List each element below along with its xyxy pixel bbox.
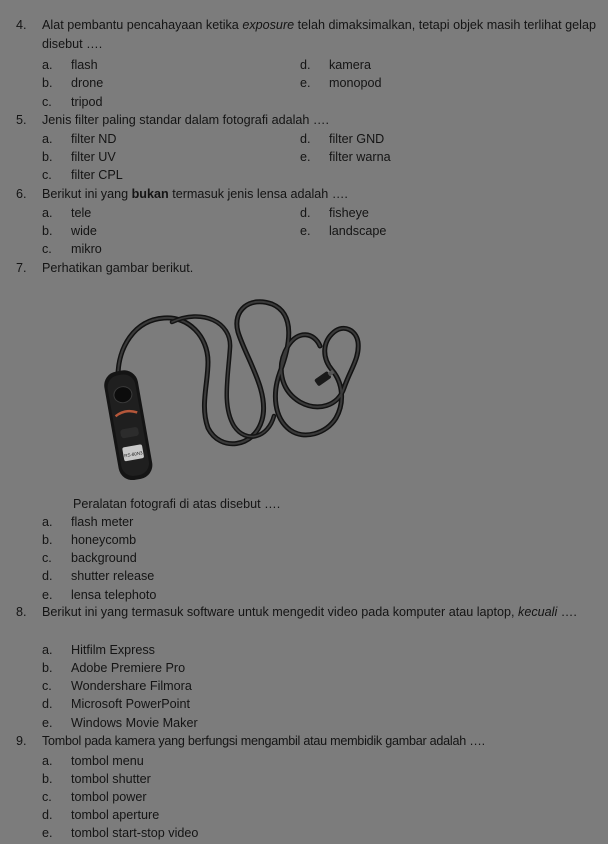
option-e[interactable]: e. lensa telephoto <box>42 588 157 602</box>
question-number: 9. <box>16 734 27 748</box>
question-text: Berikut ini yang termasuk software untuk mengedit video pada komputer atau laptop, kecuali …. <box>42 605 577 619</box>
question-number: 6. <box>16 187 27 201</box>
option-d[interactable]: d. shutter release <box>42 569 155 583</box>
question-text: Alat pembantu pencahayaan ketika exposure telah dimaksimalkan, tetapi objek masih terlihat gelap disebut …. <box>42 18 596 51</box>
device-label: RS-80N3 <box>123 450 143 459</box>
question-text: Tombol pada kamera yang berfungsi mengambil atau membidik gambar adalah …. <box>42 734 485 748</box>
question-number: 5. <box>16 113 27 127</box>
option-d[interactable]: d. tombol aperture <box>42 808 160 822</box>
option-e[interactable]: e. landscape <box>300 224 387 238</box>
option-a[interactable]: a. tele <box>42 206 92 220</box>
question-4 <box>16 16 596 53</box>
option-c[interactable]: c. filter CPL <box>42 168 123 182</box>
question-number: 8. <box>16 605 27 619</box>
option-e[interactable]: e. filter warna <box>300 150 391 164</box>
question-text: Perhatikan gambar berikut. <box>42 261 194 275</box>
shutter-release-image <box>82 288 378 480</box>
question-6 <box>16 185 596 204</box>
question-5 <box>16 111 596 130</box>
option-c[interactable]: c. tombol power <box>42 790 147 804</box>
option-b[interactable]: b. tombol shutter <box>42 772 151 786</box>
option-a[interactable]: a. tombol menu <box>42 754 144 768</box>
option-e[interactable]: e. tombol start-stop video <box>42 826 199 840</box>
option-a[interactable]: a. flash meter <box>42 515 134 529</box>
option-c[interactable]: c. Wondershare Filmora <box>42 679 192 693</box>
option-b[interactable]: b. filter UV <box>42 150 116 164</box>
option-a[interactable]: a. flash <box>42 58 98 72</box>
question-7 <box>16 259 596 278</box>
question-text: Berikut ini yang bukan termasuk jenis lensa adalah …. <box>42 187 348 201</box>
option-e[interactable]: e. monopod <box>300 76 382 90</box>
option-d[interactable]: d. filter GND <box>300 132 385 146</box>
question-number: 4. <box>16 18 27 32</box>
option-d[interactable]: d. fisheye <box>300 206 369 220</box>
question-8 <box>16 603 596 622</box>
option-b[interactable]: b. honeycomb <box>42 533 137 547</box>
option-c[interactable]: c. tripod <box>42 95 103 109</box>
option-d[interactable]: d. Microsoft PowerPoint <box>42 697 190 711</box>
option-d[interactable]: d. kamera <box>300 58 371 72</box>
option-c[interactable]: c. mikro <box>42 242 102 256</box>
question-number: 7. <box>16 261 27 275</box>
option-b[interactable]: b. drone <box>42 76 104 90</box>
option-a[interactable]: a. filter ND <box>42 132 117 146</box>
option-e[interactable]: e. Windows Movie Maker <box>42 716 198 730</box>
question-text: Jenis filter paling standar dalam fotografi adalah …. <box>42 113 330 127</box>
option-a[interactable]: a. Hitfilm Express <box>42 643 155 657</box>
option-c[interactable]: c. background <box>42 551 137 565</box>
question-9 <box>16 732 596 751</box>
figure-caption: Peralatan fotografi di atas disebut …. <box>73 497 281 511</box>
option-b[interactable]: b. wide <box>42 224 97 238</box>
option-b[interactable]: b. Adobe Premiere Pro <box>42 661 186 675</box>
